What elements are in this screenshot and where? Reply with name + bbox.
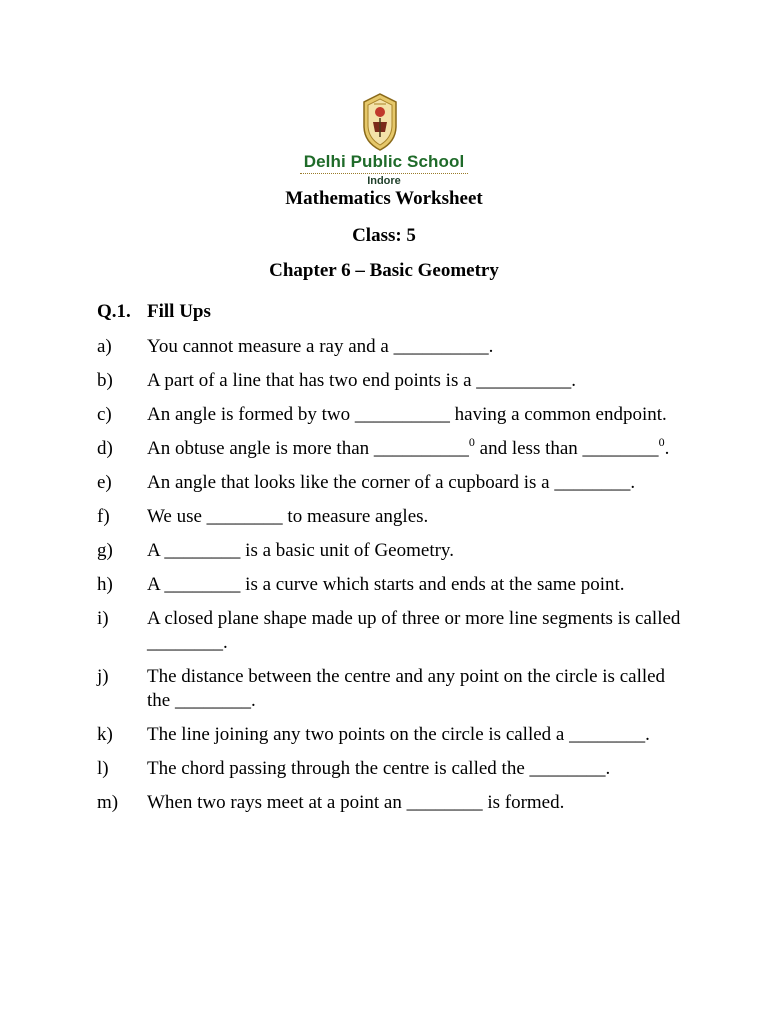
question-label: Fill Ups xyxy=(147,301,211,322)
item-text-part: An obtuse angle is more than __________ xyxy=(147,438,469,459)
chapter-title: Chapter 6 – Basic Geometry xyxy=(269,260,499,281)
list-item xyxy=(97,757,697,781)
school-city: Indore xyxy=(367,175,401,187)
item-text: A part of a line that has two end points is a __________. xyxy=(147,370,577,391)
list-item xyxy=(97,505,697,529)
item-text: A closed plane shape made up of three or more line segments is called ________. xyxy=(147,608,681,653)
class-label: Class: 5 xyxy=(352,225,416,246)
item-text-part: and less than ________ xyxy=(474,438,659,459)
worksheet-title: Mathematics Worksheet xyxy=(285,188,483,209)
item-marker: f) xyxy=(97,506,110,527)
item-marker: g) xyxy=(97,540,113,561)
degree-superscript: 0 xyxy=(658,435,665,449)
item-marker: j) xyxy=(97,666,109,687)
item-text: The line joining any two points on the circle is called a ________. xyxy=(147,724,650,745)
school-logo xyxy=(298,92,470,188)
item-text: An angle that looks like the corner of a cupboard is a ________. xyxy=(147,472,636,493)
item-marker: c) xyxy=(97,404,112,425)
item-marker: d) xyxy=(97,438,113,459)
question-number: Q.1. xyxy=(97,301,131,322)
item-text: An angle is formed by two __________ having a common endpoint. xyxy=(147,404,667,425)
list-item xyxy=(97,335,697,359)
item-marker: l) xyxy=(97,758,109,779)
list-item xyxy=(97,403,697,427)
item-text: A ________ is a curve which starts and ends at the same point. xyxy=(147,574,625,595)
list-item xyxy=(97,471,697,495)
item-text: The distance between the centre and any point on the circle is called the ________. xyxy=(147,666,666,711)
item-text: We use ________ to measure angles. xyxy=(147,506,429,527)
item-text: You cannot measure a ray and a __________. xyxy=(147,336,494,357)
school-crest-icon xyxy=(360,92,400,152)
list-item xyxy=(97,539,697,563)
item-marker: i) xyxy=(97,608,109,629)
school-name: Delhi Public School xyxy=(303,152,465,171)
item-marker: e) xyxy=(97,472,112,493)
list-item xyxy=(97,665,697,713)
school-name-divider xyxy=(300,173,468,174)
item-text-part: . xyxy=(664,438,670,459)
item-marker: a) xyxy=(97,336,112,357)
list-item xyxy=(97,791,697,815)
list-item xyxy=(97,573,697,597)
fill-ups-list xyxy=(97,335,697,825)
item-text: A ________ is a basic unit of Geometry. xyxy=(147,540,454,561)
degree-superscript: 0 xyxy=(468,435,475,449)
list-item xyxy=(97,723,697,747)
item-text: When two rays meet at a point an ________ is formed. xyxy=(147,792,565,813)
list-item xyxy=(97,369,697,393)
item-text xyxy=(147,437,687,461)
item-marker: m) xyxy=(97,792,119,813)
list-item xyxy=(97,607,697,655)
item-text: The chord passing through the centre is called the ________. xyxy=(147,758,611,779)
item-marker: k) xyxy=(97,724,113,745)
item-marker: h) xyxy=(97,574,113,595)
list-item xyxy=(97,437,697,461)
item-marker: b) xyxy=(97,370,113,391)
